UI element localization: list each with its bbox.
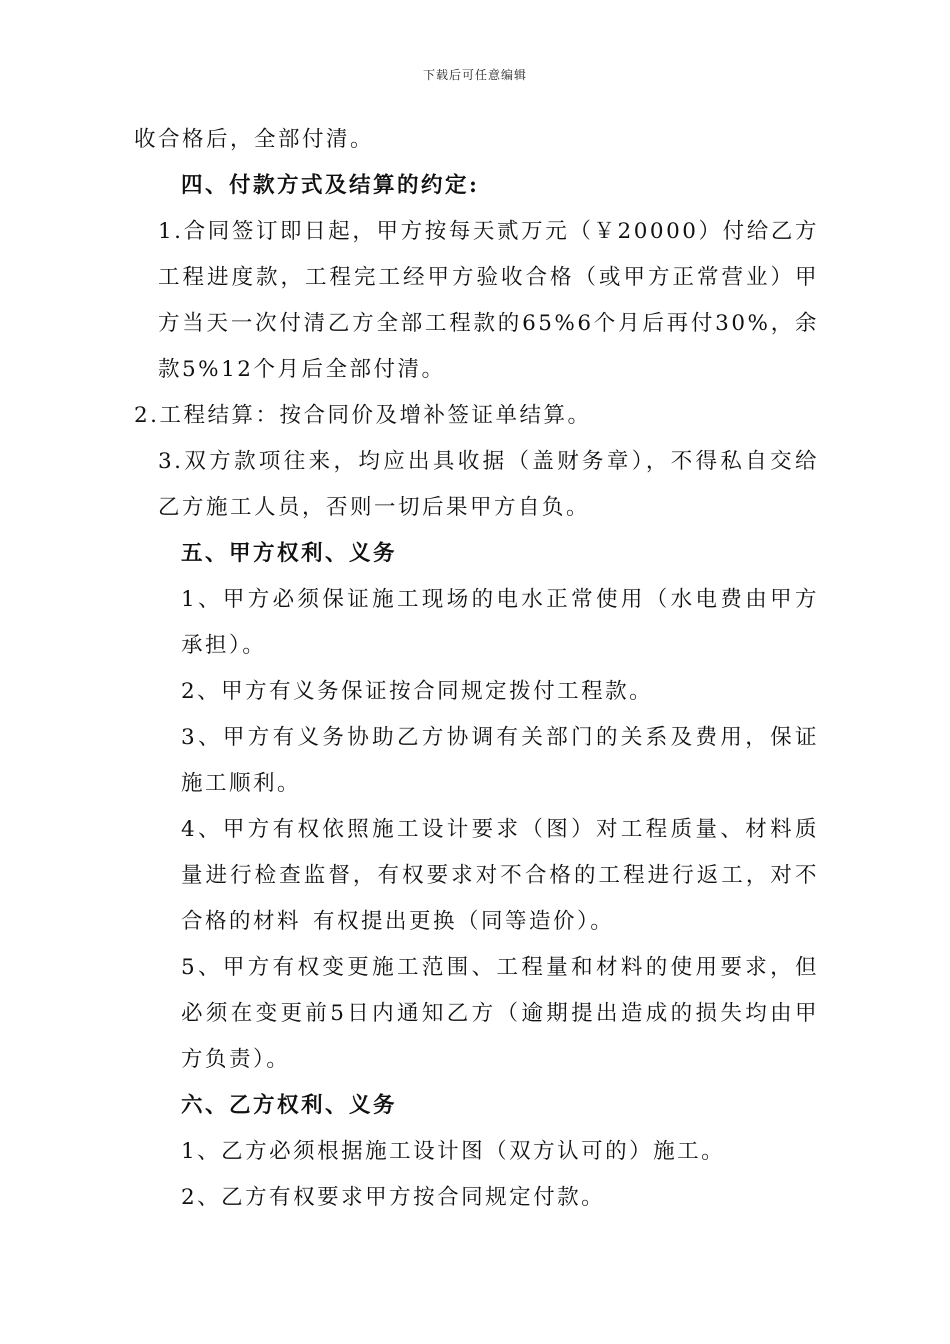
clause-6-1: 1、乙方必须根据施工设计图（双方认可的）施工。 (181, 1139, 726, 1164)
section-heading-5: 五、甲方权利、义务 (181, 541, 398, 566)
page-header: 下载后可任意编辑 (422, 68, 527, 82)
paragraph-continuation: 收合格后，全部付清。 (134, 127, 375, 152)
clause-5-5: 5、甲方有权变更施工范围、工程量和材料的使用要求，但必须在变更前5日内通知乙方（逾期提出造成的损失均由甲方负责）。 (181, 955, 819, 1072)
clause-4-3: 3.双方款项往来，均应出具收据（盖财务章），不得私自交给乙方施工人员，否则一切后果甲方自负。 (158, 449, 819, 520)
clause-5-4-part-a: 4、甲方有权依照施工设计要求（图）对工程质量、材料质量进行检查监督，有权要求对不合格的工程进行返工，对不合格的材料 (181, 817, 819, 934)
clause-4-1: 1.合同签订即日起，甲方按每天贰万元（￥20000）付给乙方工程进度款，工程完工经甲方验收合格（或甲方正常营业）甲方当天一次付清乙方全部工程款的65%6个月后再付30%，余款5%12个月后全部付清。 (158, 219, 819, 382)
clause-5-4-part-b: 有权提出更换（同等造价）。 (313, 909, 615, 934)
section-heading-6: 六、乙方权利、义务 (181, 1093, 398, 1118)
clause-5-3: 3、甲方有义务协助乙方协调有关部门的关系及费用，保证施工顺利。 (181, 725, 819, 796)
document-body (134, 117, 819, 1221)
clause-5-2: 2、甲方有义务保证按合同规定拨付工程款。 (181, 679, 654, 704)
clause-5-4 (134, 807, 819, 945)
clause-5-1: 1、甲方必须保证施工现场的电水正常使用（水电费由甲方承担）。 (181, 587, 819, 658)
clause-6-2: 2、乙方有权要求甲方按合同规定付款。 (181, 1185, 606, 1210)
section-heading-4: 四、付款方式及结算的约定: (181, 173, 480, 198)
clause-4-2: 2.工程结算：按合同价及增补签证单结算。 (134, 403, 592, 428)
